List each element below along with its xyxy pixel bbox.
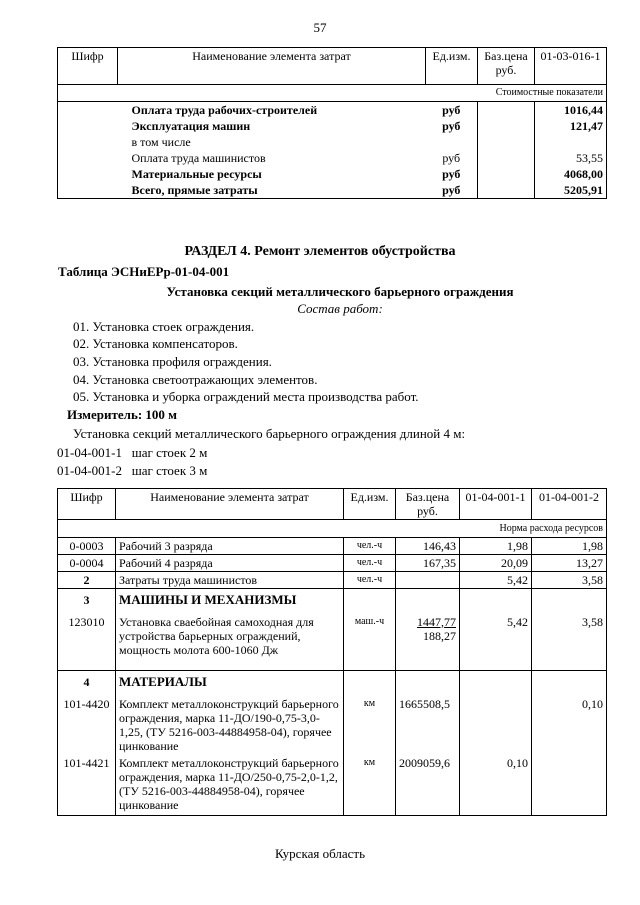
row-unit: чел.-ч (344, 538, 396, 555)
table-row (58, 754, 607, 816)
header-code-1: 01-04-001-1 (460, 489, 532, 520)
variant-text: шаг стоек 2 м (131, 445, 208, 460)
row-name: Затраты труда машинистов (116, 572, 344, 589)
table-row (58, 538, 607, 555)
header-name: Наименование элемента затрат (116, 489, 344, 520)
table-row (58, 555, 607, 572)
row-value: 4068,00 (535, 166, 607, 182)
table-row (58, 572, 607, 589)
row-name: Рабочий 4 разряда (116, 555, 344, 572)
table-title: Таблица ЭСНиЕРр-01-04-001 (58, 264, 230, 279)
row-value-2: 0,10 (532, 693, 607, 754)
table-row (58, 166, 607, 182)
subheader: Стоимостные показатели (58, 85, 607, 102)
row-code: 123010 (58, 611, 116, 671)
header-unit: Ед.изм. (426, 48, 478, 85)
section-heading: МАТЕРИАЛЫ (116, 671, 344, 693)
row-name: Комплект металлоконструкций барьерного ограждения, марка 11-ДО/250-0,75-2,0-1,2, (ТУ 5216-003-44884958-04), горячее цинкование (116, 754, 344, 816)
row-value-1: 5,42 (460, 611, 532, 671)
row-code: 3 (58, 589, 116, 611)
header-code: Шифр (58, 489, 116, 520)
row-price-secondary: 188,27 (423, 628, 456, 643)
table-row (58, 693, 607, 754)
variant-code: 01-04-001-1 (57, 445, 122, 460)
row-value-2: 13,27 (532, 555, 607, 572)
row-name: Оплата труда рабочих-строителей (131, 103, 318, 117)
row-value-1: 5,42 (460, 572, 532, 589)
page-number: 57 (313, 20, 327, 35)
operation-item: 05. Установка и уборка ограждений места производства работ. (73, 389, 419, 404)
row-value-2 (532, 754, 607, 816)
row-unit: руб (442, 103, 461, 117)
row-value-2: 3,58 (532, 572, 607, 589)
row-value-1: 0,10 (460, 754, 532, 816)
row-name: Оплата труда машинистов (131, 151, 266, 165)
row-value: 1016,44 (535, 102, 607, 119)
work-subtitle: Состав работ: (297, 301, 383, 316)
row-unit: чел.-ч (344, 555, 396, 572)
header-name: Наименование элемента затрат (118, 48, 426, 85)
table-row (58, 182, 607, 199)
section-row (58, 671, 607, 693)
row-unit: руб (442, 119, 461, 133)
header-code-1: 01-03-016-1 (535, 48, 607, 85)
variant-item (57, 463, 207, 479)
row-value-2: 1,98 (532, 538, 607, 555)
row-name: Материальные ресурсы (131, 167, 262, 181)
row-unit: руб (442, 151, 461, 165)
operation-item: 03. Установка профиля ограждения. (73, 354, 272, 369)
row-code: 0-0003 (58, 538, 116, 555)
variant-text: шаг стоек 3 м (131, 463, 208, 478)
subheader-row (58, 85, 607, 102)
row-name: Рабочий 3 разряда (116, 538, 344, 555)
table-row (58, 150, 607, 166)
row-unit: чел.-ч (344, 572, 396, 589)
row-price: 167,35 (396, 555, 460, 572)
installation-text: Установка секций металлического барьерного ограждения длиной 4 м: (73, 426, 466, 441)
footer-region: Курская область (274, 846, 365, 861)
resource-norms-table (57, 488, 607, 816)
row-price: 2009059,6 (396, 754, 460, 816)
header-price: Баз.цена руб. (478, 48, 535, 85)
section-title: РАЗДЕЛ 4. Ремонт элементов обустройства (184, 244, 456, 259)
cost-summary-table (57, 47, 607, 199)
row-unit: км (344, 693, 396, 754)
row-unit: км (344, 754, 396, 816)
row-value-2: 3,58 (532, 611, 607, 671)
row-code: 2 (58, 572, 116, 589)
row-price: 146,43 (396, 538, 460, 555)
row-code: 0-0004 (58, 555, 116, 572)
header-code: Шифр (58, 48, 118, 85)
row-price: 1447,77 (417, 614, 456, 629)
header-price: Баз.цена руб. (396, 489, 460, 520)
table-row (58, 118, 607, 134)
row-value-1: 20,09 (460, 555, 532, 572)
row-value: 5205,91 (535, 182, 607, 199)
operation-item: 01. Установка стоек ограждения. (73, 319, 255, 334)
row-name: Всего, прямые затраты (118, 182, 426, 199)
subheader-row (58, 520, 607, 538)
variant-item (57, 445, 207, 461)
table-row (58, 611, 607, 671)
row-unit: маш.-ч (344, 611, 396, 671)
operation-item: 04. Установка светоотражающих элементов. (73, 372, 318, 387)
row-unit: руб (426, 182, 478, 199)
variant-code: 01-04-001-2 (57, 463, 122, 478)
row-code: 101-4420 (58, 693, 116, 754)
row-name: Эксплуатация машин (131, 119, 251, 133)
row-name: в том числе (131, 135, 191, 149)
row-value-1 (460, 693, 532, 754)
table-header-row (58, 48, 607, 85)
table-row (58, 134, 607, 150)
row-price: 1665508,5 (396, 693, 460, 754)
row-value: 53,55 (535, 150, 607, 166)
row-name: Установка сваебойная самоходная для устройства барьерных ограждений, мощность молота 600-1060 Дж (116, 611, 344, 671)
table-header-row (58, 489, 607, 520)
row-unit: руб (442, 167, 461, 181)
measure: Измеритель: 100 м (67, 407, 178, 422)
header-unit: Ед.изм. (344, 489, 396, 520)
row-name: Комплект металлоконструкций барьерного ограждения, марка 11-ДО/190-0,75-3,0-1,25, (ТУ 5216-003-44884958-04), горячее цинкование (116, 693, 344, 754)
row-value: 121,47 (535, 118, 607, 134)
table-row (58, 102, 607, 119)
row-value-1: 1,98 (460, 538, 532, 555)
header-code-2: 01-04-001-2 (532, 489, 607, 520)
row-code: 4 (58, 671, 116, 693)
subheader: Норма расхода ресурсов (116, 520, 607, 538)
section-heading: МАШИНЫ И МЕХАНИЗМЫ (116, 589, 344, 611)
operation-item: 02. Установка компенсаторов. (73, 336, 238, 351)
work-title: Установка секций металлического барьерного ограждения (166, 284, 514, 299)
section-row (58, 589, 607, 611)
row-code: 101-4421 (58, 754, 116, 816)
